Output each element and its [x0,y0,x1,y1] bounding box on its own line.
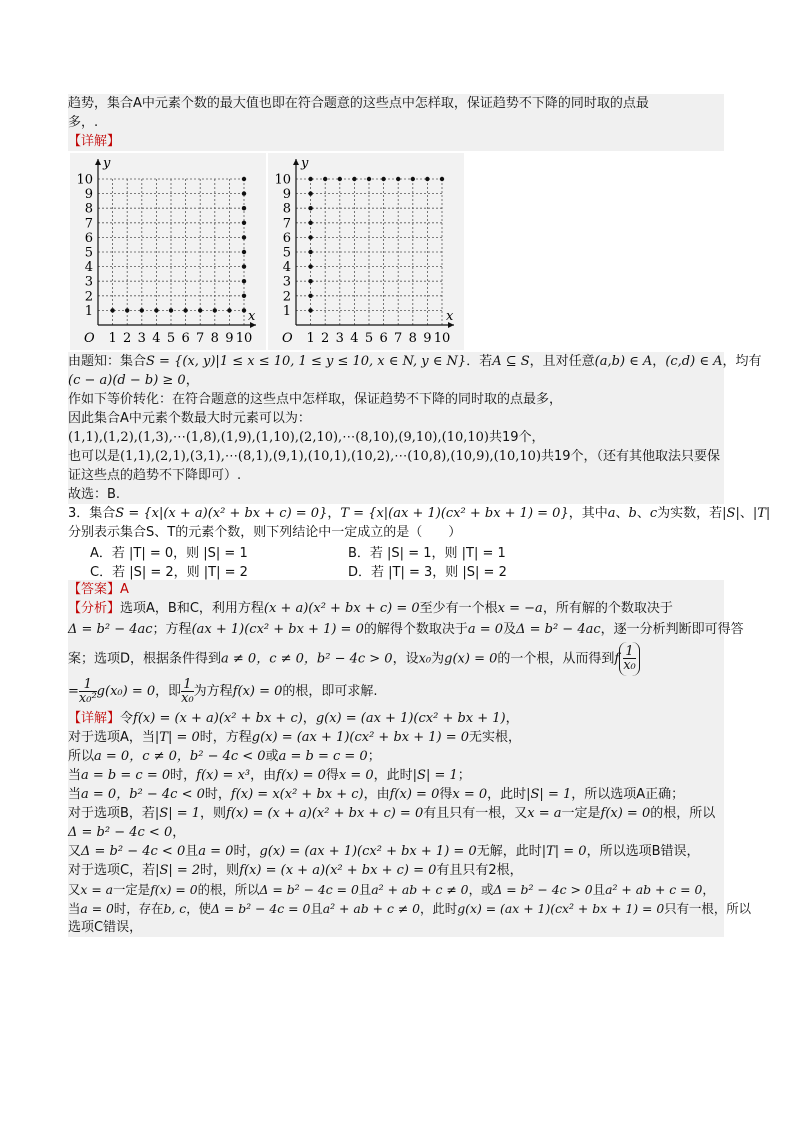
option-c[interactable]: C．若 |S| = 2，则 |T| = 2 [90,565,248,580]
question-3 [68,504,771,580]
y-axis-label: y [301,156,309,171]
lattice-point [242,221,246,225]
y-tick-label: 9 [282,187,291,203]
x-tick-label: 9 [225,331,234,346]
graph-right [268,153,464,350]
y-tick-label: 5 [282,245,291,261]
x-tick-label: 10 [433,331,451,346]
detail-line: 对于选项A，当|T| = 0时，方程g(x) = (ax + 1)(cx² + bx + 1) = 0无实根， [68,729,522,745]
y-tick-label: 7 [84,216,93,232]
detail-line: 又Δ = b² − 4c < 0且a = 0时，g(x) = (ax + 1)(cx² + bx + 1) = 0无解，此时|T| = 0，所以选项B错误， [68,843,700,859]
solution-line: 作如下等价转化：在符合题意的这些点中怎样取，保证趋势不下降的同时取的点最多， [68,392,563,407]
x-axis-label: x [248,309,256,324]
lattice-point [169,308,173,312]
lattice-point [242,308,246,312]
x-tick-label: 6 [379,331,388,346]
analysis-line: = $\frac{1}{\text{x₀²}}$ g(x₀) = 0，即 $\frac{1}{\text{x₀}}$ 为方程f(x) = 0的根，即可求解. [68,676,378,706]
detail-line: 又x = a一定是f(x) = 0的根，所以Δ = b² − 4c = 0且a² + ab + c ≠ 0，或Δ = b² − 4c > 0且a² + ab + c = 0， [68,881,715,897]
question-line: 分别表示集合S、T的元素个数，则下列结论中一定成立的是（ ） [68,525,462,540]
detail-line: 所以a = 0，c ≠ 0，b² − 4c < 0或a = b = c = 0； [68,748,381,764]
option-d[interactable]: D．若 |T| = 3，则 |S| = 2 [348,565,507,580]
lattice-point [308,264,312,268]
detail-line: 当a = 0时，存在b, c，使Δ = b² − 4c = 0且a² + ab + c ≠ 0，此时g(x) = (ax + 1)(cx² + bx + 1) = 0只有一根，所以 [68,900,751,916]
lattice-point [242,206,246,210]
lattice-point [213,308,217,312]
lattice-point [227,308,231,312]
answer-analysis-block [68,580,751,937]
lattice-point [308,206,312,210]
lattice-point [411,177,415,181]
lattice-point [323,177,327,181]
intro-line: 趋势，集合A中元素个数的最大值也即在符合题意的这些点中怎样取，保证趋势不下降的同时取的点最 [68,96,649,111]
solution-line: (1,1),(1,2),(1,3),⋯(1,8),(1,9),(1,10),(2,10),⋯(8,10),(9,10),(10,10)共19个， [68,430,545,445]
lattice-point [308,279,312,283]
lattice-point [110,308,114,312]
y-tick-label: 3 [84,274,93,290]
x-tick-label: 1 [108,331,117,346]
y-tick-label: 10 [76,172,93,188]
lattice-point [338,177,342,181]
origin-label: O [282,331,293,346]
detail-tag: 【详解】 [68,134,121,149]
lattice-point [242,177,246,181]
graphs-figure [68,153,724,350]
x-tick-label: 8 [210,331,219,346]
intro-line: 多，. [68,115,99,130]
lattice-point [367,177,371,181]
solution-block [68,352,762,504]
lattice-point [242,235,246,239]
y-tick-label: 3 [282,274,291,290]
y-tick-label: 2 [282,289,291,305]
analysis-line: 【分析】选项A，B和C，利用方程(x + a)(x² + bx + c) = 0至少有一个根x = −a，所有解的个数取决于 [68,601,673,616]
detail-line: 对于选项C，若|S| = 2时，则f(x) = (x + a)(x² + bx + c) = 0有且只有2根， [68,862,523,878]
x-tick-label: 3 [335,331,344,346]
lattice-point [125,308,129,312]
lattice-point [242,294,246,298]
solution-line: 证这些点的趋势不下降即可）. [68,468,242,483]
lattice-point [198,308,202,312]
x-tick-label: 4 [152,331,161,346]
x-tick-label: 10 [235,331,253,346]
y-tick-label: 6 [282,230,291,246]
solution-line: 因此集合A中元素个数最大时元素可以为： [68,411,311,426]
lattice-point [242,250,246,254]
y-tick-label: 8 [282,201,291,217]
lattice-point [440,177,444,181]
y-tick-label: 1 [282,303,291,319]
lattice-point [242,264,246,268]
y-tick-label: 1 [84,303,93,319]
y-tick-label: 7 [282,216,291,232]
solution-line: (c − a)(d − b) ≥ 0， [68,373,199,388]
option-a[interactable]: A．若 |T| = 0，则 |S| = 1 [90,546,248,561]
x-tick-label: 7 [196,331,205,346]
graph-background [70,153,266,350]
detail-line: 选项C错误， [68,919,143,935]
intro-block [68,94,724,151]
y-tick-label: 10 [274,172,291,188]
detail-line: 【详解】令f(x) = (x + a)(x² + bx + c)，g(x) = (ax + 1)(cx² + bx + 1)， [68,710,519,726]
lattice-point [242,279,246,283]
options-row [68,542,724,561]
detail-tag: 【详解】 [68,710,121,726]
lattice-point [183,308,187,312]
analysis-line: Δ = b² − 4ac；方程(ax + 1)(cx² + bx + 1) = 0的解得个数取决于a = 0及Δ = b² − 4ac，逐一分析判断即可得答 [68,622,744,637]
lattice-point [308,221,312,225]
option-b[interactable]: B．若 |S| = 1，则 |T| = 1 [348,546,506,561]
x-tick-label: 3 [137,331,146,346]
detail-line: 当a = 0，b² − 4c < 0时，f(x) = x(x² + bx + c)，由f(x) = 0得x = 0，此时|S| = 1，所以选项A正确； [68,786,685,802]
origin-label: O [84,331,95,346]
x-tick-label: 6 [181,331,190,346]
graph-left [70,153,266,350]
lattice-point [308,250,312,254]
x-tick-label: 4 [350,331,359,346]
x-tick-label: 7 [394,331,403,346]
answer-tag: 【答案】 [68,582,121,597]
solution-line: 故选：B. [68,487,121,502]
x-tick-label: 2 [123,331,132,346]
solution-line: 也可以是(1,1),(2,1),(3,1),⋯(8,1),(9,1),(10,1),(10,2),⋯(10,8),(10,9),(10,10)共19个，（还有其他取法只要保 [68,449,721,464]
x-tick-label: 8 [408,331,417,346]
y-tick-label: 6 [84,230,93,246]
graph-background [268,153,464,350]
lattice-point [396,177,400,181]
lattice-point [425,177,429,181]
x-tick-label: 2 [321,331,330,346]
lattice-point [308,294,312,298]
lattice-point [308,177,312,181]
x-axis-label: x [446,309,454,324]
solution-line: 由题知：集合S = {(x, y)|1 ≤ x ≤ 10, 1 ≤ y ≤ 10, x ∈ N, y ∈ N}．若A ⊆ S，且对任意(a,b) ∈ A，(c,d) ∈ A，均有 [68,354,762,369]
x-tick-label: 5 [364,331,374,346]
answer-line [68,580,724,599]
lattice-point [308,308,312,312]
y-tick-label: 4 [282,260,291,276]
lattice-point [242,191,246,195]
y-tick-label: 5 [84,245,93,261]
y-tick-label: 9 [84,187,93,203]
lattice-point [308,191,312,195]
y-axis-label: y [103,156,111,171]
lattice-point [308,235,312,239]
analysis-line: 案；选项D，根据条件得到a ≠ 0，c ≠ 0，b² − 4c > 0，设x₀为g(x) = 0的一个根，从而得到f $\frac{1}{\text{x₀}}$ [68,642,724,677]
analysis-tag: 【分析】 [68,601,121,616]
answer-value: A [120,582,129,597]
detail-line: 对于选项B，若|S| = 1，则f(x) = (x + a)(x² + bx + c) = 0有且只有一根，又x = a一定是f(x) = 0的根，所以 [68,805,716,821]
y-tick-label: 8 [84,201,93,217]
document-page [68,94,771,937]
lattice-point [352,177,356,181]
lattice-point [140,308,144,312]
y-tick-label: 2 [84,289,93,305]
x-tick-label: 9 [423,331,432,346]
y-tick-label: 4 [84,260,93,276]
options-row [68,561,724,580]
question-line: 3．集合S = {x|(x + a)(x² + bx + c) = 0}，T = {x|(ax + 1)(cx² + bx + 1) = 0}，其中a、b、c为实数，若|S|、|T| [68,506,771,521]
detail-line: 当a = b = c = 0时，f(x) = x³，由f(x) = 0得x = 0，此时|S| = 1； [68,767,471,783]
lattice-point [154,308,158,312]
x-tick-label: 1 [306,331,315,346]
lattice-point [381,177,385,181]
x-tick-label: 5 [166,331,176,346]
detail-line: Δ = b² − 4c < 0， [68,824,186,840]
